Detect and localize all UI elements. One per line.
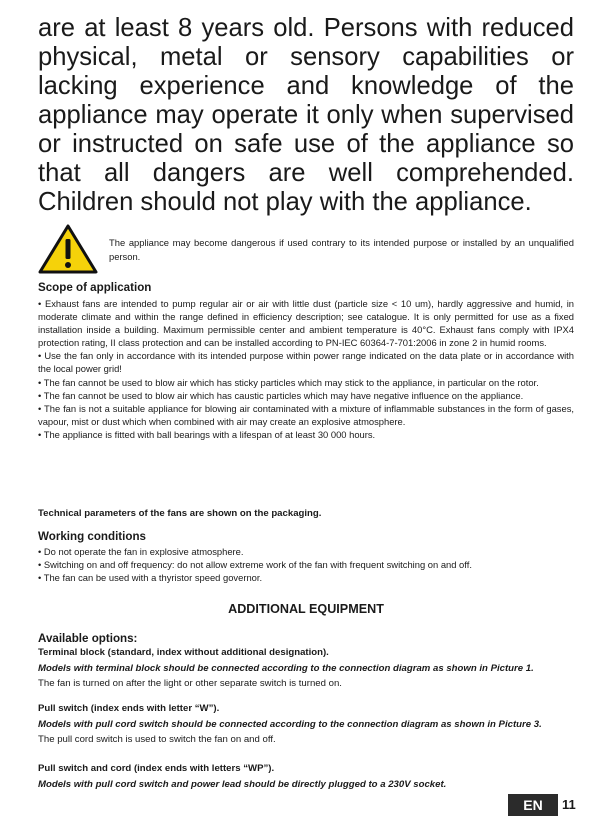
option-pull-switch-title: Pull switch (index ends with letter “W”). bbox=[38, 703, 220, 714]
option-pull-switch-note: Models with pull cord switch should be connected according to the connection diagram as shown in Picture 3. bbox=[38, 719, 542, 730]
option-terminal-block-title: Terminal block (standard, index without additional designation). bbox=[38, 647, 329, 658]
technical-note-section bbox=[38, 507, 574, 520]
option-pull-cord-title: Pull switch and cord (index ends with letters “WP”). bbox=[38, 763, 275, 774]
working-item: • Do not operate the fan in explosive atmosphere. bbox=[38, 546, 244, 557]
working-section bbox=[38, 530, 574, 584]
warning-text: The appliance may become dangerous if used contrary to its intended purpose or installed by an unqualified person. bbox=[109, 237, 574, 262]
technical-note: Technical parameters of the fans are shown on the packaging. bbox=[38, 508, 322, 519]
page-number: 11 bbox=[562, 797, 576, 812]
warning-triangle-icon bbox=[38, 224, 98, 274]
language-badge: EN bbox=[508, 794, 558, 816]
scope-item: • The fan cannot be used to blow air which has sticky particles which may stick to the appliance, in particular on the rotor. bbox=[38, 376, 539, 388]
scope-section bbox=[38, 281, 574, 441]
option-pull-switch-desc: The pull cord switch is used to switch the fan on and off. bbox=[38, 734, 276, 745]
option-pull-cord-note: Models with pull cord switch and power lead should be directly plugged to a 230V socket. bbox=[38, 779, 447, 790]
additional-equipment-heading bbox=[38, 602, 574, 616]
working-item: • Switching on and off frequency: do not allow extreme work of the fan with frequent switching on and off. bbox=[38, 559, 472, 571]
options-title: Available options: bbox=[38, 632, 138, 645]
intro-paragraph: are at least 8 years old. Persons with reduced physical, metal or sensory capabilities or lacking experience and knowledge of the appliance may operate it only when supervised or instructed on safe use of the appliance so that all dangers are well comprehended. Children should not play with the appliance. bbox=[38, 14, 574, 216]
working-item: • The fan can be used with a thyristor speed governor. bbox=[38, 572, 263, 584]
scope-item: • The fan cannot be used to blow air which has caustic particles which may have negative influence on the appliance. bbox=[38, 389, 524, 401]
option-terminal-block-note: Models with terminal block should be connected according to the connection diagram as shown in Picture 1. bbox=[38, 663, 534, 674]
options-section bbox=[38, 632, 574, 791]
scope-item: • The appliance is fitted with ball bearings with a lifespan of at least 30 000 hours. bbox=[38, 428, 376, 440]
option-terminal-block-desc: The fan is turned on after the light or other separate switch is turned on. bbox=[38, 678, 342, 689]
scope-item: • The fan is not a suitable appliance for blowing air contaminated with a mixture of inflammable substances in the form of gases, vapour, mist or dust which when combined with air may create an explosive atmosphere. bbox=[38, 402, 574, 427]
warning-notice bbox=[38, 224, 574, 274]
additional-equipment-title: ADDITIONAL EQUIPMENT bbox=[228, 602, 384, 616]
scope-item: • Exhaust fans are intended to pump regular air or air with little dust (particle size < 10 um), hardly aggressive and humid, in moderate climate and within the range defined in efficiency description; see catalogue. It is only permitted for use as a fixed installation inside a building. Maximum permissible center and ambient temperature is 40°C. Exhaust fans comply with IPX4 protection rating, II class protection and can be installed according to PN-IEC 60364-7-701:2006 in zone 2 in humid rooms. bbox=[38, 298, 574, 349]
scope-item: • Use the fan only in accordance with its intended purpose within power range indicated on the data plate or in accordance with the local power grid! bbox=[38, 350, 574, 375]
working-title: Working conditions bbox=[38, 530, 146, 543]
scope-title: Scope of application bbox=[38, 281, 152, 294]
